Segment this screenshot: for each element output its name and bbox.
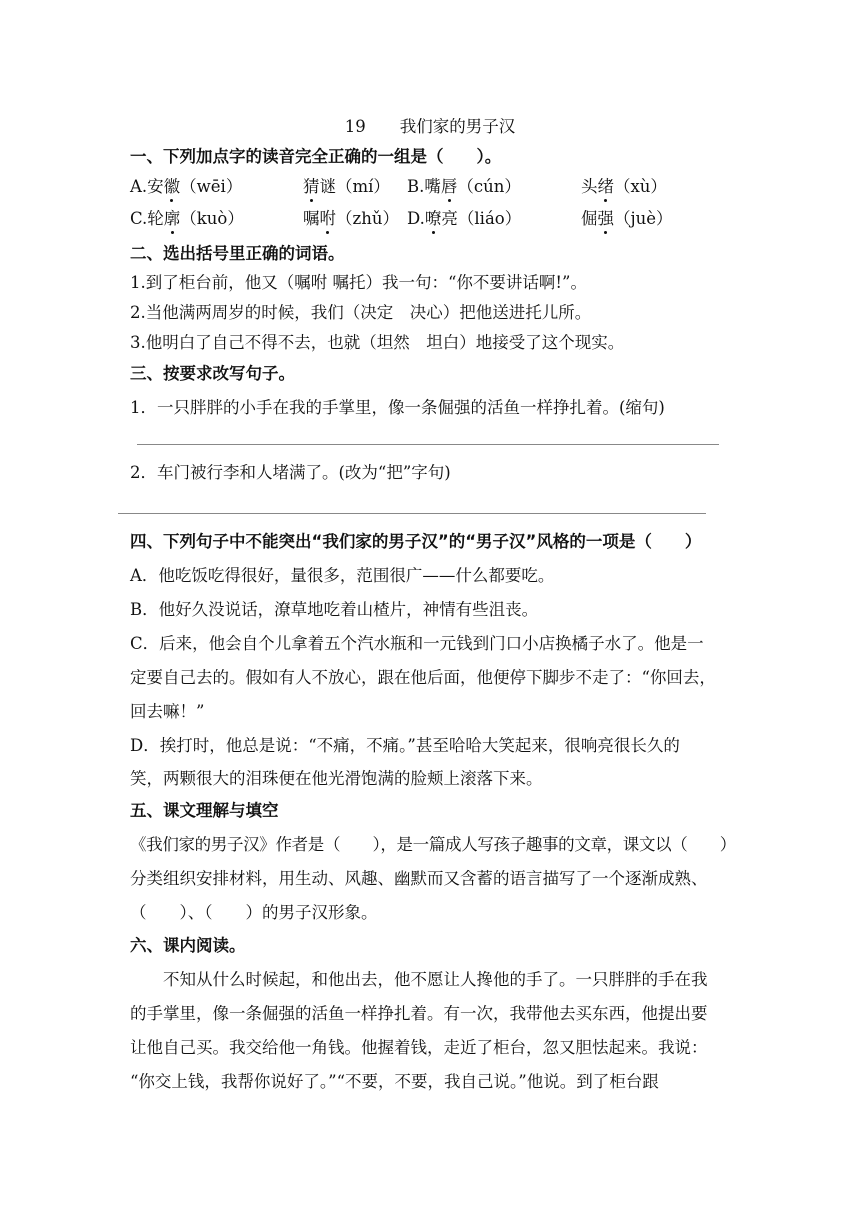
reading-line-3: 让他自己买。我交给他一角钱。他握着钱，走近了柜台，忽又胆怯起来。我说： xyxy=(130,1038,708,1057)
option-d-2 xyxy=(581,209,673,229)
section-3-line-1: 1．一只胖胖的小手在我的手掌里，像一条倔强的活鱼一样挣扎着。(缩句) xyxy=(130,398,665,417)
section-4-option-b: B．他好久没说话，潦草地吃着山楂片，神情有些沮丧。 xyxy=(130,600,539,619)
option-c-1 xyxy=(130,209,244,229)
section-6-heading: 六、课内阅读。 xyxy=(130,936,246,955)
option-a-2-text: 谜 xyxy=(319,177,336,196)
option-a-1-text: A.安 xyxy=(130,177,164,196)
section-4-heading: 四、下列句子中不能突出“我们家的男子汉”的“男子汉”风格的一项是（ ） xyxy=(130,532,702,551)
option-b-2-pinyin: （xù） xyxy=(614,177,667,196)
option-d-2-dotted: 强 xyxy=(597,209,614,228)
option-a-1-pinyin: （wēi） xyxy=(180,177,243,196)
section-4-option-d-line-2: 笑，两颗很大的泪珠便在他光滑饱满的脸颊上滚落下来。 xyxy=(130,769,543,788)
option-c-2-dotted: 咐 xyxy=(319,209,336,228)
option-d-1-pinyin: （liáo） xyxy=(457,209,522,228)
section-2-line-3: 3.他明白了自己不得不去，也就（坦然 坦白）地接受了这个现实。 xyxy=(130,333,625,352)
section-4-option-c-line-1: C．后来，他会自个儿拿着五个汽水瓶和一元钱到门口小店换橘子水了。他是一 xyxy=(130,634,704,653)
option-d-1-text: 亮 xyxy=(441,209,458,228)
answer-line-1[interactable] xyxy=(137,444,719,445)
lesson-number: 19 xyxy=(344,117,366,136)
option-a-2 xyxy=(303,177,390,197)
option-d-2-pinyin: （juè） xyxy=(614,209,673,228)
section-4-option-a: A．他吃饭吃得很好，量很多，范围很广——什么都要吃。 xyxy=(130,566,555,585)
lesson-title xyxy=(0,113,860,137)
option-d-1-label: D. xyxy=(407,209,425,228)
section-5-heading: 五、课文理解与填空 xyxy=(130,801,279,820)
option-b-1-pinyin: （cún） xyxy=(457,177,521,196)
answer-line-2[interactable] xyxy=(118,513,706,514)
option-a-1-dotted: 徽 xyxy=(163,177,181,196)
section-2-line-1: 1.到了柜台前，他又（嘱咐 嘱托）我一句：“你不要讲话啊!”。 xyxy=(130,273,587,292)
option-d-1-dotted: 嘹 xyxy=(424,209,442,228)
section-2-line-2: 2.当他满两周岁的时候，我们（决定 决心）把他送进托儿所。 xyxy=(130,303,592,322)
option-d-1 xyxy=(407,209,521,229)
option-b-2-text: 头 xyxy=(581,177,598,196)
option-a-2-dotted: 猜 xyxy=(303,177,320,196)
section-5-line-1: 《我们家的男子汉》作者是（ ），是一篇成人写孩子趣事的文章，课文以（ ） xyxy=(130,835,736,854)
section-3-heading: 三、按要求改写句子。 xyxy=(130,364,295,383)
option-c-1-text: C.轮 xyxy=(130,209,164,228)
section-5-line-3: （ ）、（ ）的男子汉形象。 xyxy=(130,903,378,922)
option-a-1 xyxy=(130,177,242,197)
section-3-line-2: 2．车门被行李和人堵满了。(改为“把”字句) xyxy=(130,463,451,482)
option-c-2 xyxy=(303,209,399,229)
section-4-option-c-line-2: 定要自己去的。假如有人不放心，跟在他后面，他便停下脚步不走了：“你回去， xyxy=(130,668,716,687)
option-b-1 xyxy=(407,177,521,197)
option-c-2-text: 嘱 xyxy=(303,209,320,228)
option-b-1-dotted: 唇 xyxy=(440,177,458,196)
option-c-1-dotted: 廓 xyxy=(163,209,181,228)
reading-line-2: 的手掌里，像一条倔强的活鱼一样挣扎着。有一次，我带他去买东西，他提出要 xyxy=(130,1004,708,1023)
reading-line-1: 不知从什么时候起，和他出去，他不愿让人搀他的手了。一只胖胖的手在我 xyxy=(130,970,708,989)
option-b-1-text: B.嘴 xyxy=(407,177,441,196)
section-2-heading: 二、选出括号里正确的词语。 xyxy=(130,244,345,263)
option-d-2-text: 倔 xyxy=(581,209,598,228)
option-c-1-pinyin: （kuò） xyxy=(180,209,244,228)
option-b-2 xyxy=(581,177,667,197)
section-4-option-c-line-3: 回去嘛！” xyxy=(130,702,205,721)
reading-line-4: “你交上钱，我帮你说好了。”“不要，不要，我自己说。”他说。到了柜台跟 xyxy=(130,1072,659,1091)
section-5-line-2: 分类组织安排材料，用生动、风趣、幽默而又含蓄的语言描写了一个逐渐成熟、 xyxy=(130,869,708,888)
option-b-2-dotted: 绪 xyxy=(597,177,614,196)
section-1-heading: 一、下列加点字的读音完全正确的一组是（ ）。 xyxy=(130,147,502,166)
lesson-name: 我们家的男子汉 xyxy=(399,117,516,136)
section-4-option-d-line-1: D．挨打时，他总是说：“不痛，不痛。”甚至哈哈大笑起来，很响亮很长久的 xyxy=(130,736,680,755)
option-c-2-pinyin: （zhǔ） xyxy=(336,209,399,228)
option-a-2-pinyin: （mí） xyxy=(336,177,390,196)
